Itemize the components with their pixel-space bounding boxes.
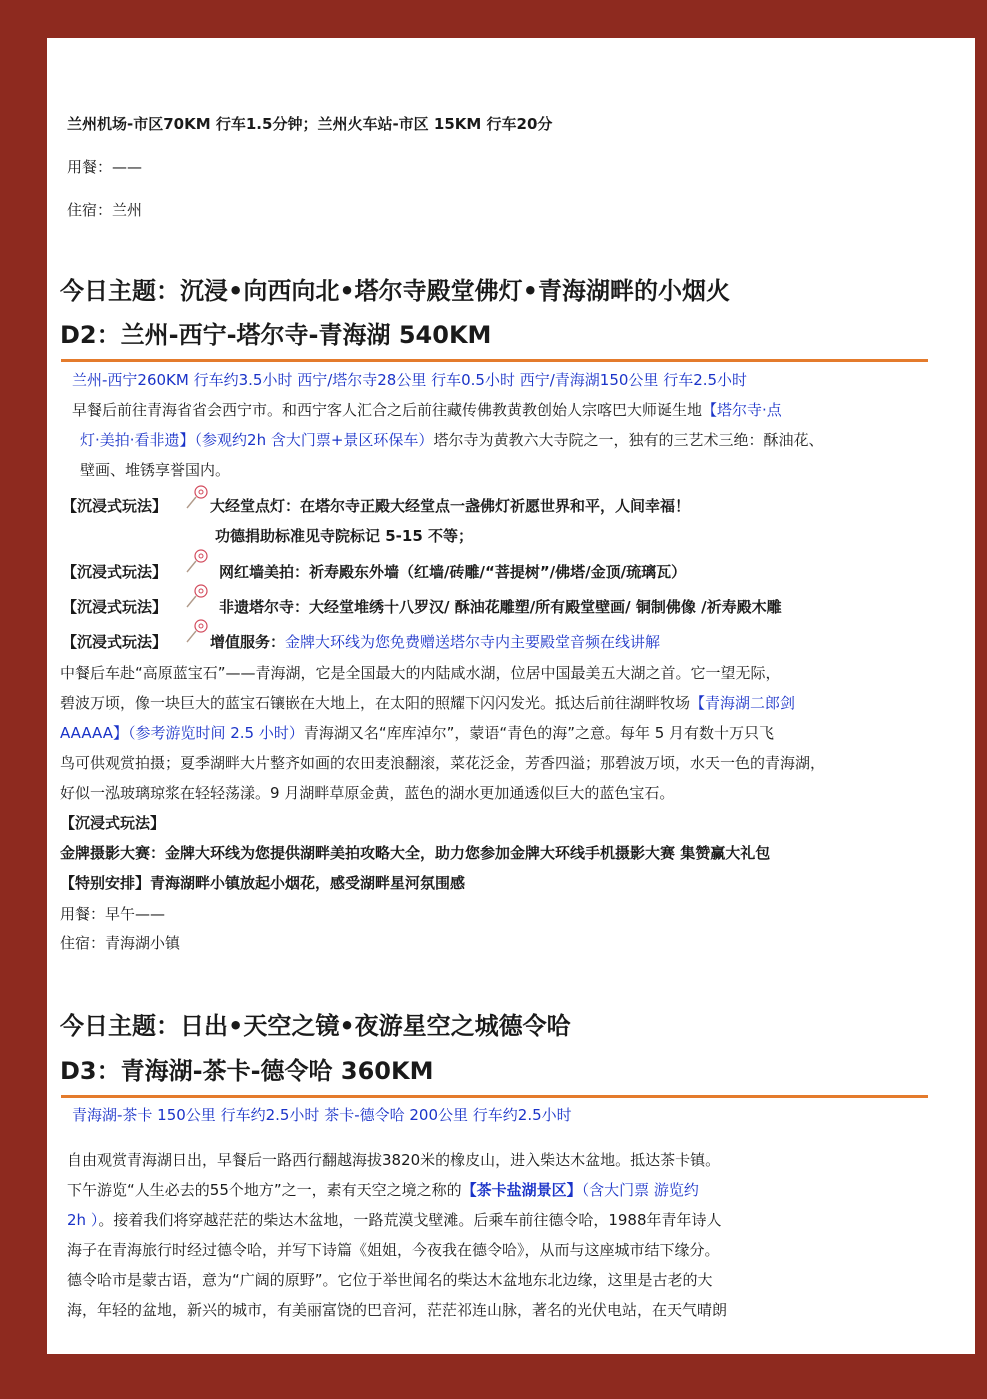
d2-p1-highlight: 【塔尔寺·点 (702, 401, 782, 419)
d2-para2-line2 (60, 693, 795, 713)
imm-item-3: 非遗塔尔寺：大经堂堆绣十八罗汉/ 酥油花雕塑/所有殿堂壁画/ 铜制佛像 /祈寿殿木雕 (219, 598, 782, 616)
imm-item-2: 网红墙美拍：祈寿殿东外墙（红墙/砖雕/“菩提树”/佛塔/金顶/琉璃瓦） (219, 563, 687, 581)
pin-doodle-icon (184, 484, 210, 510)
pin-doodle-icon (184, 583, 210, 609)
d3-line2 (67, 1180, 699, 1200)
photo-contest: 金牌摄影大赛：金牌大环线为您提供湖畔美拍攻略大全，助力您参加金牌大环线手机摄影大赛 集赞赢大礼包 (60, 844, 771, 862)
pin-doodle-icon (184, 618, 210, 644)
special-arrangement: 【特别安排】青海湖畔小镇放起小烟花，感受湖畔星河氛围感 (60, 874, 466, 892)
d3-route: 青海湖-茶卡 150公里 行车约2.5小时 茶卡-德令哈 200公里 行车约2.5小时 (72, 1106, 572, 1124)
d2-theme: 今日主题：沉浸•向西向北•塔尔寺殿堂佛灯•青海湖畔的小烟火 (60, 277, 731, 305)
d2-stay: 住宿：青海湖小镇 (60, 934, 181, 952)
d3-line4: 海子在青海旅行时经过德令哈，并写下诗篇《姐姐，今夜我在德令哈》，从而与这座城市结下缘分。 (67, 1241, 720, 1259)
d3-line3-text: 。接着我们将穿越茫茫的柴达木盆地，一路荒漠戈壁滩。后乘车前往德令哈，1988年青年诗人 (98, 1211, 722, 1229)
d3-line2-text: 下午游览“人生必去的55个地方”之一，素有天空之境之称的 (67, 1181, 462, 1199)
d3-line1: 自由观赏青海湖日出，早餐后一路西行翻越海拔3820米的橡皮山，进入柴达木盆地。抵达茶卡镇。 (67, 1151, 721, 1169)
imm-label-4: 【沉浸式玩法】 (62, 633, 168, 651)
d2-p2-text: 碧波万顷，像一块巨大的蓝宝石镶嵌在大地上，在太阳的照耀下闪闪发光。抵达后前往湖畔牧场 (60, 694, 691, 712)
imm-label-5: 【沉浸式玩法】 (60, 814, 166, 832)
document-page (47, 38, 975, 1354)
imm-item-1: 大经堂点灯：在塔尔寺正殿大经堂点一盏佛灯祈愿世界和平，人间幸福！ (210, 497, 691, 515)
d3-highlight-duration: 2h ） (67, 1211, 99, 1229)
d3-title: D3：青海湖-茶卡-德令哈 360KM (60, 1057, 434, 1085)
d2-divider (61, 359, 928, 362)
imm-label-1: 【沉浸式玩法】 (62, 497, 168, 515)
imm-item-4 (210, 632, 660, 652)
d3-highlight-ticket: （含大门票 游览约 (581, 1181, 699, 1199)
imm-label-2: 【沉浸式玩法】 (62, 563, 168, 581)
d2-para1-line3: 壁画、堆锈享誉国内。 (80, 461, 231, 479)
d3-line3 (67, 1210, 722, 1230)
d2-para2-line1: 中餐后车赴“高原蓝宝石”——青海湖，它是全国最大的内陆咸水湖，位居中国最美五大湖之首。它一望无际， (60, 664, 781, 682)
d2-p2-highlight-2: AAAAA】（参考游览时间 2.5 小时） (60, 724, 304, 742)
imm-label-3: 【沉浸式玩法】 (62, 598, 168, 616)
imm-item-1-note: 功德捐助标准见寺院标记 5-15 不等； (215, 527, 473, 545)
d2-meal: 用餐：早午—— (60, 905, 166, 923)
d1-transfer: 兰州机场-市区70KM 行车1.5分钟；兰州火车站-市区 15KM 行车20分 (67, 115, 553, 133)
d1-stay: 住宿：兰州 (67, 201, 143, 219)
d2-p2-highlight: 【青海湖二郎剑 (690, 694, 796, 712)
d2-para1-line1 (72, 400, 782, 420)
d2-p1-text: 早餐后前往青海省省会西宁市。和西宁客人汇合之后前往藏传佛教黄教创始人宗喀巴大师诞生地 (72, 401, 703, 419)
d3-line5: 德令哈市是蒙古语，意为“广阔的原野”。它位于举世闻名的柴达木盆地东北边缘，这里是古老的大 (67, 1271, 713, 1289)
d2-p1-highlight-2: 灯·美拍·看非遗】（参观约2h 含大门票+景区环保车） (80, 431, 434, 449)
d2-title: D2：兰州-西宁-塔尔寺-青海湖 540KM (60, 321, 492, 349)
d2-route: 兰州-西宁260KM 行车约3.5小时 西宁/塔尔寺28公里 行车0.5小时 西宁/青海湖150公里 行车2.5小时 (72, 371, 748, 389)
d2-para2-line3 (60, 723, 774, 743)
d2-para2-line4: 鸟可供观赏拍摄；夏季湖畔大片整齐如画的农田麦浪翻滚，菜花泛金，芳香四溢；那碧波万顷，水天一色的青海湖， (60, 754, 826, 772)
d2-para1-line2 (80, 430, 823, 450)
d2-para2-line5: 好似一泓玻璃琼浆在轻轻荡漾。9 月湖畔草原金黄，蓝色的湖水更加通透似巨大的蓝色宝石。 (60, 784, 675, 802)
d2-p2-text-2: 青海湖又名“库库淖尔”，蒙语“青色的海”之意。每年 5 月有数十万只飞 (303, 724, 775, 742)
d2-p1-text-2: 塔尔寺为黄教六大寺院之一，独有的三艺术三绝：酥油花、 (433, 431, 824, 449)
d3-theme: 今日主题：日出•天空之镜•夜游星空之城德令哈 (60, 1012, 571, 1040)
d3-divider (61, 1095, 928, 1098)
imm-item-4-text: 金牌大环线为您免费赠送塔尔寺内主要殿堂音频在线讲解 (285, 633, 661, 651)
imm-item-4-label: 增值服务： (210, 633, 286, 651)
pin-doodle-icon (184, 548, 210, 574)
d3-highlight-salt-lake: 【茶卡盐湖景区】 (461, 1181, 582, 1199)
d1-meal: 用餐：—— (67, 158, 143, 176)
d3-line6: 海，年轻的盆地，新兴的城市，有美丽富饶的巴音河，茫茫祁连山脉，著名的光伏电站，在天气晴朗 (67, 1301, 728, 1319)
